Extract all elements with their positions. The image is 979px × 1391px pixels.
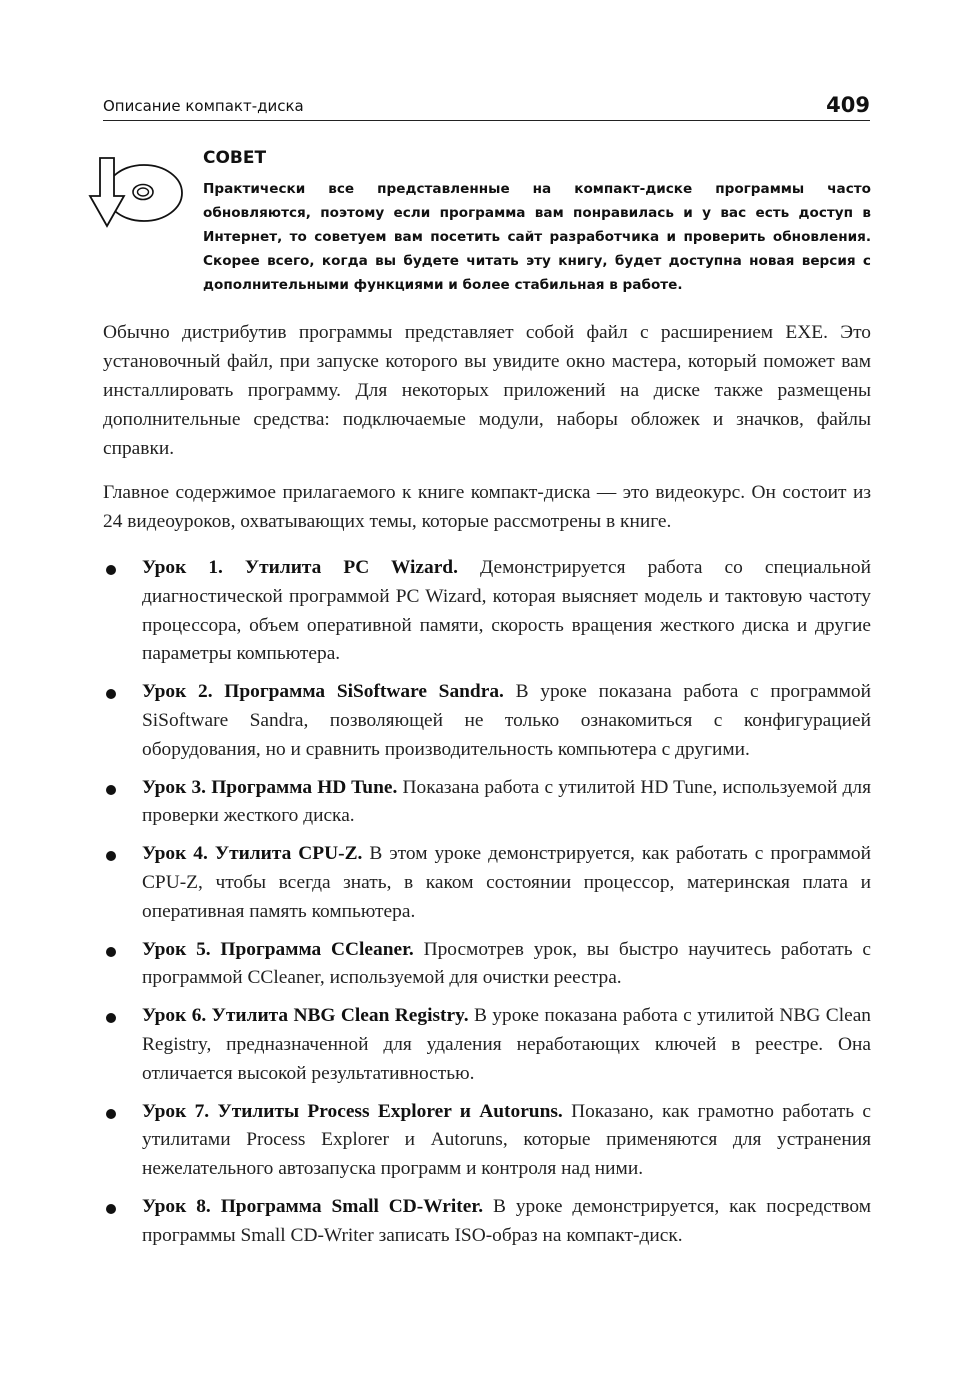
lesson-text: В уроке демонстрируется, как посредством программы Small CD-Writer записать ISO-образ на компакт-диск.: [142, 1195, 871, 1246]
cd-download-icon: [86, 154, 186, 234]
lesson-title: Урок 8. Программа Small CD-Writer.: [142, 1195, 484, 1217]
lesson-text: Демонстрируется работа со специальной диагностической программой PC Wizard, которая выясняет модель и тактовую частоту процессора, объем оперативной памяти, скорость вращения жесткого диска и другие параметры компьютера.: [142, 557, 871, 665]
list-item: [103, 1193, 871, 1251]
list-item: [103, 1098, 871, 1184]
running-title: Описание компакт-диска: [103, 97, 304, 115]
tip-title: СОВЕТ: [203, 148, 267, 168]
bullet-icon: [106, 1013, 116, 1023]
tip-box: [203, 148, 871, 297]
paragraph-videocourse: Главное содержимое прилагаемого к книге компакт-диска — это видеокурс. Он состоит из 24 видеоуроков, охватывающих темы, которые рассмотрены в книге.: [103, 482, 871, 532]
lesson-title: Урок 6. Утилита NBG Clean Registry.: [142, 1005, 469, 1027]
list-item: [103, 678, 871, 764]
lesson-list: [103, 554, 871, 1260]
bullet-icon: [106, 785, 116, 795]
paragraph-distribution: Обычно дистрибутив программы представляет собой файл с расширением EXE. Это установочный файл, при запуске которого вы увидите окно мастера, который поможет вам инсталлировать программу. Для некоторых приложений на диске также размещены дополнительные средства: подключаемые модули, наборы обложек и значков, файлы справки.: [103, 322, 871, 459]
lesson-title: Урок 5. Программа CCleaner.: [142, 938, 414, 960]
list-item: [103, 554, 871, 669]
lesson-text: Просмотрев урок, вы быстро научитесь работать с программой CCleaner, используемой для очистки реестра.: [142, 938, 871, 989]
page-header: [103, 90, 870, 121]
list-item: [103, 840, 871, 926]
lesson-text: Показано, как грамотно работать с утилитами Process Explorer и Autoruns, которые применяются для устранения нежелательного автозапуска программ и контроля над ними.: [142, 1100, 871, 1180]
lesson-title: Урок 3. Программа HD Tune.: [142, 776, 398, 798]
lesson-text: В этом уроке демонстрируется, как работать с программой CPU-Z, чтобы всегда знать, в каком состоянии процессор, материнская плата и оперативная память компьютера.: [142, 843, 872, 922]
tip-text: Практически все представленные на компакт-диске программы часто обновляются, поэтому если программа вам понравилась и у вас есть доступ в Интернет, то советуем вам посетить сайт разработчика и проверить обновления. Скорее всего, когда вы будете читать эту книгу, будет доступна новая версия с дополнительными функциями и более стабильная в работе.: [203, 181, 871, 293]
bullet-icon: [106, 1109, 116, 1119]
lesson-text: В уроке показана работа с утилитой NBG Clean Registry, предназначенной для удаления неработающих ключей в реестре. Она отличается высокой результативностью.: [142, 1005, 871, 1084]
bullet-icon: [106, 565, 116, 575]
lesson-title: Урок 4. Утилита CPU-Z.: [142, 843, 363, 865]
list-item: [103, 774, 871, 832]
page-number: 409: [826, 93, 870, 117]
lesson-text: В уроке показана работа с программой SiSoftware Sandra, позволяющей не только ознакомиться с конфигурацией оборудования, но и сравнить производительность компьютера с другими.: [142, 681, 872, 760]
bullet-icon: [106, 1204, 116, 1214]
lesson-title: Урок 2. Программа SiSoftware Sandra.: [142, 681, 504, 703]
lesson-title: Урок 7. Утилиты Process Explorer и Autoruns.: [142, 1100, 563, 1122]
list-item: [103, 936, 871, 994]
bullet-icon: [106, 851, 116, 861]
bullet-icon: [106, 689, 116, 699]
lesson-text: Показана работа с утилитой HD Tune, используемой для проверки жесткого диска.: [142, 776, 871, 827]
lesson-title: Урок 1. Утилита PC Wizard.: [142, 557, 458, 578]
list-item: [103, 1002, 871, 1088]
bullet-icon: [106, 947, 116, 957]
